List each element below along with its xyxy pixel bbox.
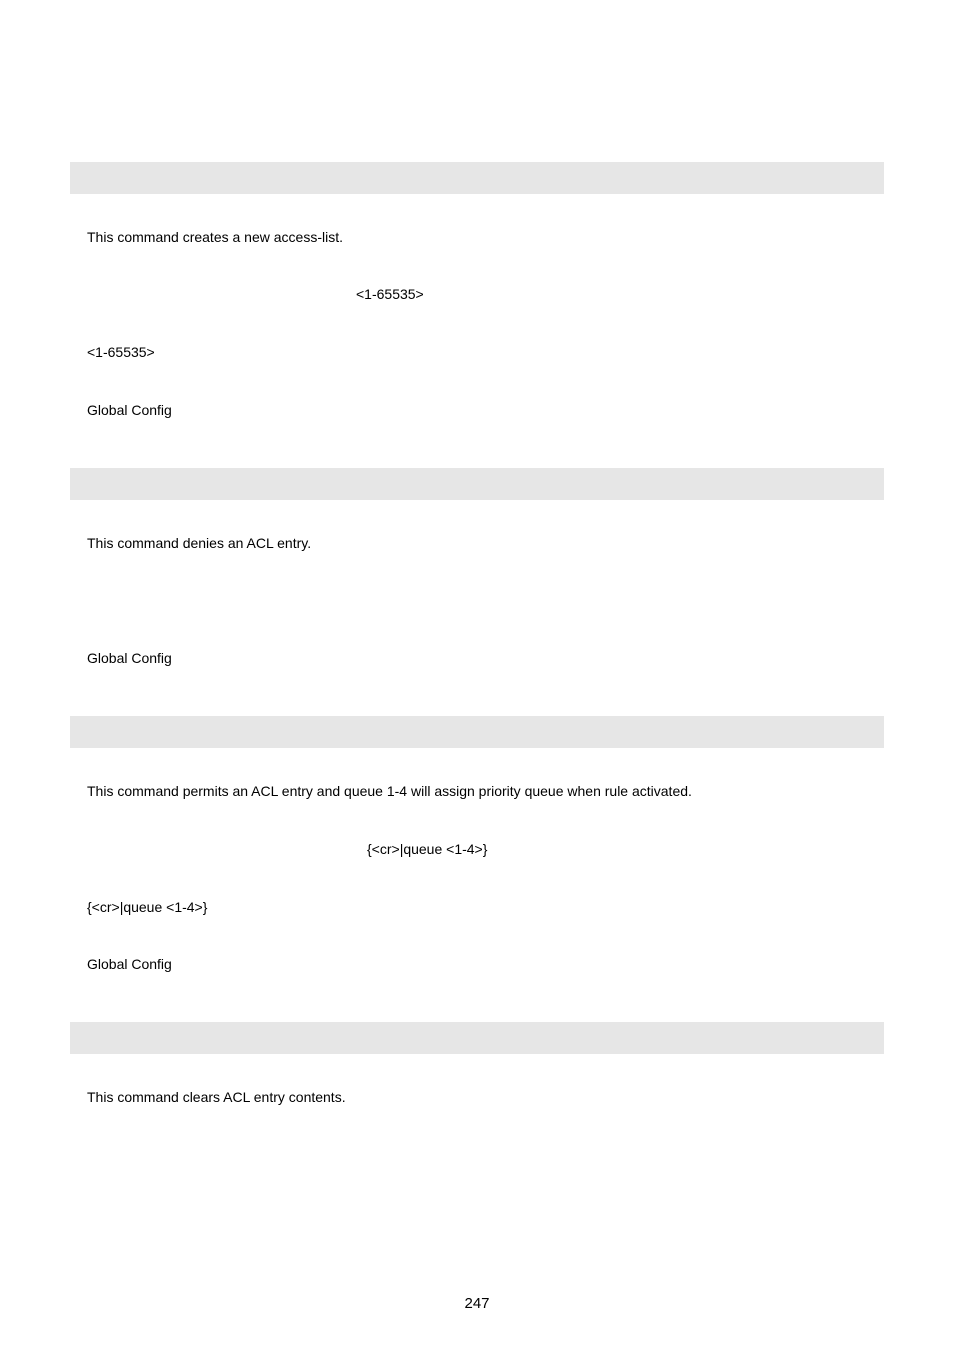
section-2-description: This command denies an ACL entry.: [87, 535, 312, 551]
section-4-description: This command clears ACL entry contents.: [87, 1089, 346, 1105]
section-header-bar-2: [70, 468, 884, 500]
section-3-parameter: {<cr>|queue <1-4>}: [87, 899, 208, 915]
section-3-mode: Global Config: [87, 956, 172, 972]
section-header-bar-4: [70, 1022, 884, 1054]
page-number: 247: [464, 1295, 490, 1312]
section-1-description: This command creates a new access-list.: [87, 229, 343, 245]
section-1-syntax-param: <1-65535>: [356, 286, 424, 302]
section-1-parameter: <1-65535>: [87, 344, 155, 360]
section-1-mode: Global Config: [87, 402, 172, 418]
section-2-mode: Global Config: [87, 650, 172, 666]
section-header-bar-3: [70, 716, 884, 748]
section-header-bar-1: [70, 162, 884, 194]
section-3-syntax-param: {<cr>|queue <1-4>}: [367, 841, 488, 857]
section-3-description: This command permits an ACL entry and queue 1-4 will assign priority queue when rule activated.: [87, 783, 692, 799]
